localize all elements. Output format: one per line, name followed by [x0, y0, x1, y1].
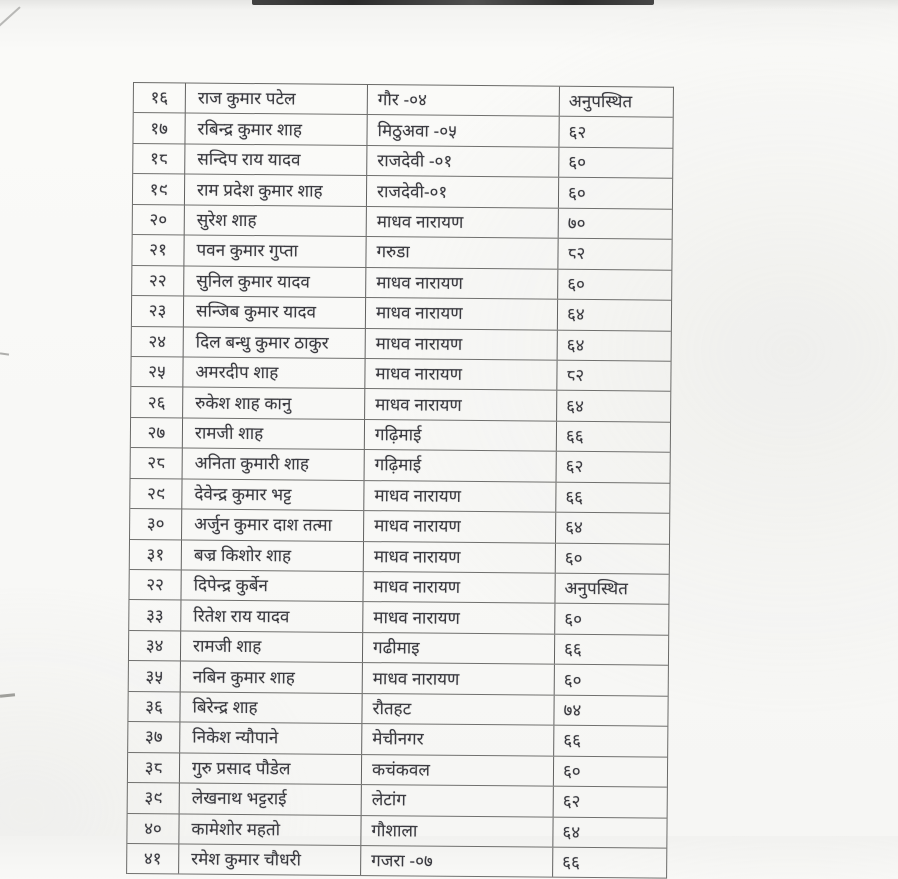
cell-name: रुकेश शाह कानु — [183, 388, 365, 419]
table-row — [132, 235, 671, 270]
cell-name: अनिता कुमारी शाह — [183, 449, 365, 480]
cell-name: नबिन कुमार शाह — [181, 662, 363, 693]
cell-place: मेचीनगर — [362, 724, 554, 755]
cell-name: गुरु प्रसाद पौडेल — [180, 753, 362, 784]
cell-score: ६२ — [568, 122, 587, 142]
table-row — [131, 357, 670, 392]
cell-sn: ३९ — [128, 783, 180, 813]
cell-place: माधव नारायण — [364, 511, 556, 542]
table-row — [129, 631, 668, 666]
cell-score: ६६ — [563, 731, 582, 751]
cell-name: रामजी शाह — [183, 418, 365, 449]
cell-place: गढ़िमाई — [365, 420, 557, 451]
table-row — [128, 783, 667, 818]
cell-place: माधव नारायण — [364, 481, 556, 512]
cell-sn: ३१ — [130, 540, 182, 570]
cell-sn: १७ — [133, 113, 185, 143]
cell-name: सन्दिप राय यादव — [185, 144, 367, 175]
cell-place: माधव नारायण — [365, 359, 557, 390]
cell-name: राज कुमार पटेल — [186, 83, 368, 114]
cell-place: माधव नारायण — [366, 298, 558, 329]
cell-sn: २९ — [130, 479, 182, 509]
cell-name: रामजी शाह — [181, 631, 363, 662]
cell-sn: २५ — [131, 357, 183, 387]
cell-place: माधव नारायण — [363, 602, 555, 633]
cell-name: पवन कुमार गुप्ता — [184, 236, 366, 267]
cell-sn: ३५ — [129, 661, 181, 691]
cell-name: रमेश कुमार चौधरी — [179, 844, 361, 875]
cell-sn: २३ — [132, 296, 184, 326]
cell-name: रितेश राय यादव — [181, 601, 363, 632]
cell-name: दिपेन्द्र कुर्बेन — [181, 570, 363, 601]
table-row — [128, 753, 667, 788]
cell-score: अनुपस्थित — [564, 579, 628, 599]
cell-score: ६४ — [566, 305, 585, 325]
cell-name: बिरेन्द्र शाह — [180, 692, 362, 723]
cell-name: बज्र किशोर शाह — [182, 540, 364, 571]
cell-name: निकेश न्यौपाने — [180, 723, 362, 754]
cell-score: ६६ — [562, 852, 580, 873]
cell-place: कचंकवल — [362, 755, 554, 786]
left-edge-mark — [0, 352, 9, 355]
cell-score: ६४ — [566, 396, 584, 416]
cell-sn: १८ — [133, 144, 185, 174]
table-row — [133, 205, 672, 240]
cell-name: सुनिल कुमार यादव — [184, 266, 366, 297]
cell-score: ६४ — [562, 822, 581, 842]
cell-place: गौर -०४ — [368, 85, 560, 116]
cell-score: ६० — [564, 548, 583, 568]
cell-place: राजदेवी -०१ — [367, 146, 559, 177]
cell-sn: १९ — [133, 174, 185, 204]
table-row — [134, 83, 673, 118]
table-row — [128, 692, 667, 727]
cell-score: ६२ — [562, 792, 581, 812]
cell-name: रबिन्द्र कुमार शाह — [185, 114, 367, 145]
cell-name: कामेशोर महतो — [179, 814, 361, 845]
cell-place: माधव नारायण — [363, 572, 555, 603]
cell-sn: ३४ — [129, 631, 181, 661]
cell-place: लेटांग — [362, 785, 554, 816]
cell-score: ६४ — [565, 518, 583, 538]
cell-sn: ४० — [127, 813, 179, 843]
cell-place: माधव नारायण — [367, 207, 559, 238]
cell-name: राम प्रदेश कुमार शाह — [185, 175, 367, 206]
cell-sn: ३७ — [128, 722, 180, 752]
table-row — [127, 844, 666, 879]
table-row — [131, 448, 670, 483]
cell-score: ६० — [567, 274, 586, 294]
cell-score: ६० — [568, 152, 587, 173]
cell-place: गरुडा — [366, 237, 558, 268]
cell-sn: २६ — [131, 387, 183, 417]
table-row — [129, 570, 668, 605]
cell-score: ८२ — [567, 244, 586, 264]
cell-score: ६६ — [565, 487, 584, 507]
table-row — [128, 722, 667, 757]
cell-name: लेखनाथ भट्टराई — [180, 783, 362, 814]
results-table — [126, 82, 674, 879]
cell-score: ६२ — [565, 457, 584, 477]
table-row — [129, 661, 668, 696]
table-row — [133, 174, 672, 209]
cell-name: दिल बन्धु कुमार ठाकुर — [184, 327, 366, 358]
table-row — [133, 113, 672, 148]
cell-place: माधव नारायण — [364, 542, 556, 573]
cell-place: गौशाला — [361, 816, 553, 847]
cell-place: मिठुअवा -०५ — [367, 115, 559, 146]
cell-score: ६० — [563, 670, 582, 690]
table-row — [133, 144, 672, 179]
cell-place: गढीमाइ — [363, 633, 555, 664]
cell-sn: २२ — [132, 266, 184, 296]
cell-sn: ३० — [130, 509, 182, 539]
cell-place: राजदेवी-०१ — [367, 176, 559, 207]
table-row — [130, 540, 669, 575]
cell-sn: २२ — [129, 570, 181, 600]
cell-sn: २० — [133, 205, 185, 235]
cell-name: देवेन्द्र कुमार भट्ट — [182, 479, 364, 510]
cell-score: ६६ — [565, 426, 584, 446]
cell-sn: २१ — [132, 235, 184, 265]
table-row — [127, 813, 666, 848]
cell-place: गजरा -०७ — [361, 846, 553, 877]
cell-sn: २४ — [132, 326, 184, 356]
scan-edge-band — [252, 0, 654, 5]
cell-place: रौतहट — [362, 694, 554, 725]
cell-place: माधव नारायण — [365, 389, 557, 420]
cell-score: ६६ — [563, 639, 582, 660]
table-row — [132, 266, 671, 301]
cell-score: ६४ — [566, 335, 585, 355]
cell-sn: ३६ — [128, 692, 180, 722]
cell-score: ६० — [562, 761, 581, 781]
table-row — [129, 600, 668, 635]
cell-place: माधव नारायण — [366, 329, 558, 360]
cell-place: गढ़िमाई — [365, 450, 557, 481]
table-row — [132, 326, 671, 361]
cell-score: ६० — [567, 183, 586, 203]
table-row — [131, 418, 670, 453]
cell-sn: १६ — [134, 83, 186, 113]
cell-score: अनुपस्थित — [568, 92, 633, 112]
cell-name: अर्जुन कुमार दाश तत्मा — [182, 510, 364, 541]
table-row — [132, 296, 671, 331]
cell-sn: ३३ — [129, 600, 181, 630]
cell-score: ८२ — [566, 365, 585, 386]
cell-name: सुरेश शाह — [185, 205, 367, 236]
cell-sn: २८ — [131, 448, 183, 478]
left-edge-mark — [0, 693, 15, 698]
table-row — [131, 387, 670, 422]
cell-sn: ३८ — [128, 753, 180, 783]
cell-name: सन्जिब कुमार यादव — [184, 297, 366, 328]
table-row — [130, 479, 669, 514]
cell-sn: ४१ — [127, 844, 179, 874]
cell-score: ६० — [564, 609, 583, 629]
cell-name: अमरदीप शाह — [183, 357, 365, 388]
cell-place: माधव नारायण — [366, 268, 558, 299]
cell-sn: २७ — [131, 418, 183, 448]
cell-score: ७० — [567, 213, 586, 233]
table-row — [130, 509, 669, 544]
cell-score: ७४ — [563, 700, 582, 720]
cell-place: माधव नारायण — [363, 663, 555, 694]
